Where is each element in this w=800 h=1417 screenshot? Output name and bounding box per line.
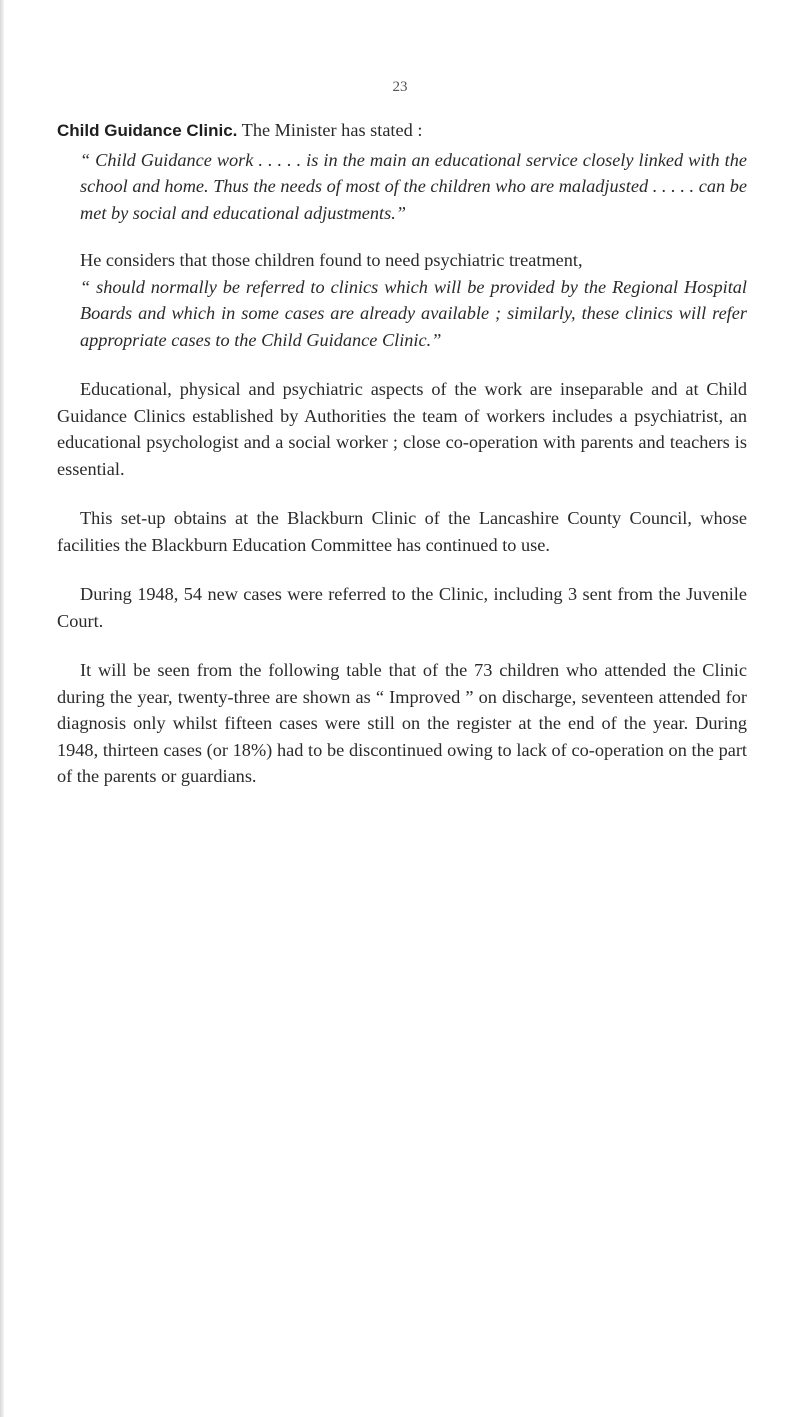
section-opening: [57, 117, 747, 145]
page-left-edge: [0, 0, 4, 1417]
page-number: 23: [392, 79, 408, 95]
paragraph-educational: Educational, physical and psychiatric aspects of the work are inseparable and at Child Guidance Clinics established by Authorities the team of workers includes a psychiatrist, an educational psychologist and a social worker ; close co-operation with parents and teachers is essential.: [57, 379, 747, 479]
paragraph-considers: He considers that those children found to need psychiatric treatment,: [80, 250, 583, 270]
paragraph-table: It will be seen from the following table that of the 73 children who attended the Clinic during the year, twenty-three are shown as “ Improved ” on discharge, seventeen attended for diagnosis only whilst fifteen cases were still on the register at the end of the year. During 1948, thirteen cases (or 18%) had to be discontinued owing to lack of co-operation on the part of the parents or guardians.: [57, 660, 747, 786]
intro-text: The Minister has stated :: [241, 120, 423, 140]
referral-quote: “ should normally be referred to clinics which will be provided by the Regional Hospital Boards and which in some cases are already available ; similarly, these clinics will refer appropriate cases to the Child Guidance Clinic.”: [80, 276, 747, 350]
page-body: [57, 117, 747, 790]
paragraph-1948: During 1948, 54 new cases were referred to the Clinic, including 3 sent from the Juvenile Court.: [57, 584, 747, 631]
paragraph-setup: This set-up obtains at the Blackburn Clinic of the Lancashire County Council, whose facilities the Blackburn Education Committee has continued to use.: [57, 508, 747, 555]
section-heading: Child Guidance Clinic.: [57, 121, 238, 140]
minister-quote: “ Child Guidance work . . . . . is in the main an educational service closely linked with the school and home. Thus the needs of most of the children who are maladjusted . . . . . can be met by social and educational adjustments.”: [80, 149, 747, 223]
